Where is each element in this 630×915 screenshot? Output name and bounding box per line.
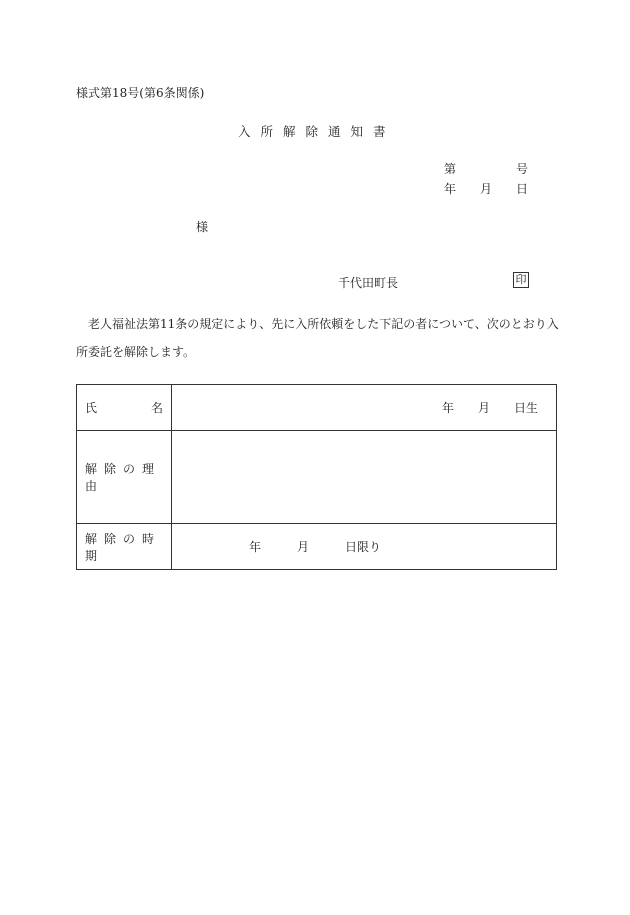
form-number-label: 様式第18号(第6条関係) <box>76 86 205 100</box>
issue-date <box>444 180 528 197</box>
issue-date-year: 年 <box>444 182 457 196</box>
table-row-reason <box>77 431 557 524</box>
name-label-cell <box>77 385 172 431</box>
reason-label: 解除の理由 <box>85 462 162 493</box>
period-label: 解除の時期 <box>85 531 162 563</box>
birth-month: 月 <box>477 401 490 415</box>
birth-date <box>172 399 556 416</box>
reason-value-cell <box>172 431 557 524</box>
period-label-cell <box>77 524 172 570</box>
table-row-period <box>77 524 557 570</box>
release-year: 年 <box>249 540 262 554</box>
issuer-name: 千代田町長 <box>338 276 399 290</box>
issue-date-day: 日 <box>516 182 529 196</box>
release-day: 日限り <box>345 540 382 554</box>
document-title: 入所解除通知書 <box>238 124 396 139</box>
birth-year: 年 <box>441 401 454 415</box>
info-table <box>76 384 557 570</box>
addressee-suffix: 様 <box>196 220 209 234</box>
doc-number-prefix: 第 <box>444 162 457 176</box>
name-label-left: 氏 <box>85 401 98 415</box>
reason-label-cell <box>77 431 172 524</box>
seal-mark: 印 <box>513 272 529 288</box>
birth-day: 日生 <box>513 401 538 415</box>
name-value-cell <box>172 385 557 431</box>
name-label-right: 名 <box>150 401 163 415</box>
table-row-name <box>77 385 557 431</box>
release-date <box>172 538 556 555</box>
period-value-cell <box>172 524 557 570</box>
body-paragraph: 老人福祉法第11条の規定により、先に入所依頼をした下記の者について、次のとおり入所委託を解除します。 <box>76 317 559 359</box>
issue-date-month: 月 <box>480 182 493 196</box>
doc-number-suffix: 号 <box>516 162 529 176</box>
release-month: 月 <box>297 540 310 554</box>
